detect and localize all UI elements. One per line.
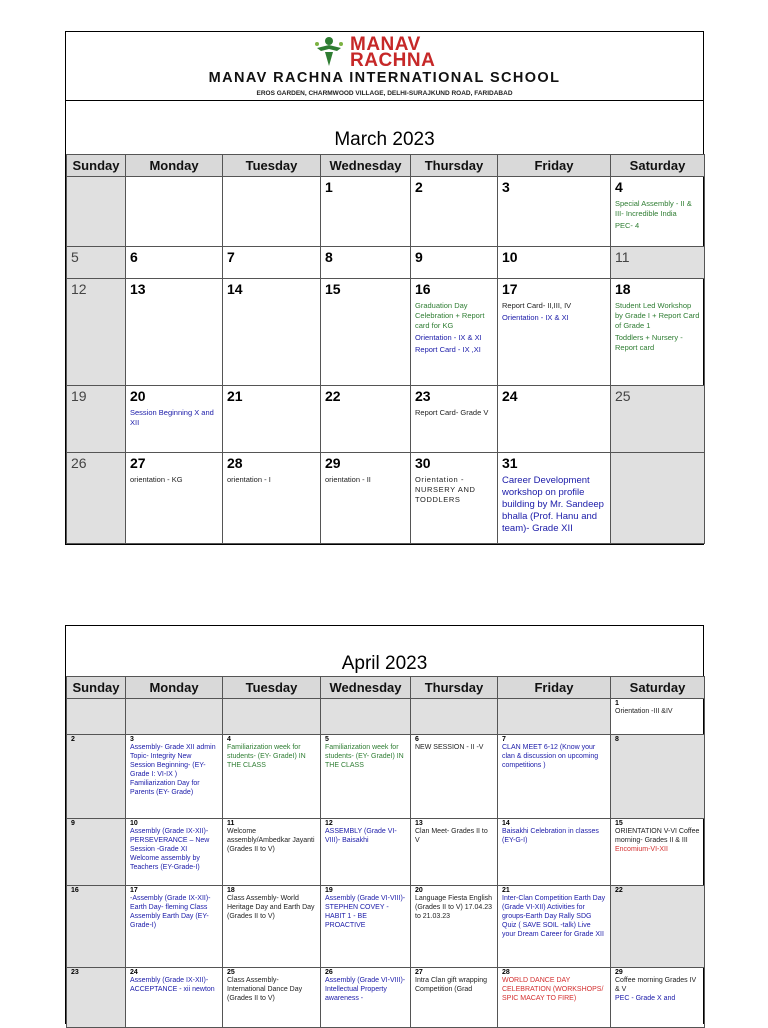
calendar-day-cell [67, 453, 126, 544]
event-text: Assembly (Grade VI-VIII)- Intellectual Property awareness - [325, 977, 406, 1002]
calendar-day-cell [498, 386, 611, 453]
calendar-day-cell [611, 819, 705, 886]
calendar-week-row [67, 453, 705, 544]
weekday-tuesday: Tuesday [223, 677, 321, 699]
event-text: PEC - Grade X and [615, 995, 676, 1002]
calendar-day-cell [126, 735, 223, 819]
day-number: 19 [71, 388, 87, 404]
calendar-day-cell [223, 386, 321, 453]
calendar-day-cell [498, 247, 611, 279]
event-text: Welcome assembly/Ambedkar Jayanti (Grades II to V) [227, 828, 315, 853]
calendar-day-cell [67, 699, 126, 735]
calendar-day-cell [611, 699, 705, 735]
day-number: 20 [130, 388, 146, 404]
weekday-header-row [67, 155, 705, 177]
month-title-march: March 2023 [334, 129, 435, 150]
calendar-day-cell [67, 886, 126, 968]
day-number: 10 [502, 249, 518, 265]
calendar-day-cell [223, 453, 321, 544]
weekday-wednesday: Wednesday [321, 155, 411, 177]
day-number: 27 [130, 455, 146, 471]
calendar-day-cell [67, 819, 126, 886]
header-divider [66, 100, 703, 101]
calendar-day-cell [321, 699, 411, 735]
calendar-day-cell [126, 886, 223, 968]
event-text: Familiarization week for students- (EY- GradeI) IN THE CLASS [227, 744, 306, 769]
calendar-week-row [67, 699, 705, 735]
calendar-day-cell [126, 453, 223, 544]
event-text: Assembly- Grade XII admin Topic- Integrity New Session Beginning- (EY- Grade I: VI-IX ) Familiarization Day for Parents (EY- Grade) [130, 744, 216, 796]
event-text: Baisakhi Celebration in classes (EY-G-I) [502, 828, 599, 844]
month-title-april: April 2023 [341, 653, 428, 674]
weekday-wednesday: Wednesday [321, 677, 411, 699]
calendar-day-cell [67, 386, 126, 453]
day-number: 13 [130, 281, 146, 297]
day-number: 18 [615, 281, 631, 297]
day-number: 4 [227, 736, 231, 743]
day-number: 7 [502, 736, 506, 743]
calendar-day-cell [67, 247, 126, 279]
school-name: MANAV RACHNA INTERNATIONAL SCHOOL [208, 70, 561, 86]
weekday-tuesday: Tuesday [223, 155, 321, 177]
calendar-day-cell [611, 279, 705, 386]
day-number: 14 [502, 820, 510, 827]
day-number: 29 [325, 455, 341, 471]
calendar-day-cell [223, 279, 321, 386]
calendar-day-cell [498, 886, 611, 968]
event-text: Class Assembly- International Dance Day (Grades II to V) [227, 977, 303, 1002]
day-number: 31 [502, 455, 518, 471]
calendar-day-cell [498, 699, 611, 735]
calendar-day-cell [67, 279, 126, 386]
calendar-day-cell [611, 177, 705, 247]
event-text: Assembly (Grade VI-VIII)- STEPHEN COVEY - HABIT 1 - BE PROACTIVE [325, 895, 406, 929]
event-text: Report Card- II,III, IV [502, 301, 572, 310]
event-text: CLAN MEET 6-12 (Know your clan & discussion on upcoming competitions ) [502, 744, 599, 769]
event-text: Report Card- Grade V [415, 408, 489, 417]
day-number: 24 [130, 969, 138, 976]
calendar-day-cell [498, 819, 611, 886]
calendar-week-row [67, 386, 705, 453]
day-number: 6 [415, 736, 419, 743]
calendar-day-cell [223, 247, 321, 279]
calendar-day-cell [223, 968, 321, 1028]
weekday-friday: Friday [498, 677, 611, 699]
calendar-day-cell [611, 735, 705, 819]
calendar-day-cell [498, 453, 611, 544]
day-number: 21 [227, 388, 243, 404]
calendar-day-cell [321, 886, 411, 968]
calendar-day-cell [67, 735, 126, 819]
day-number: 12 [71, 281, 87, 297]
weekday-thursday: Thursday [411, 155, 498, 177]
event-text: Toddlers + Nursery - Report card [615, 333, 683, 352]
event-text: Class Assembly- World Heritage Day and Earth Day (Grades II to V) [227, 895, 315, 920]
calendar-day-cell [411, 699, 498, 735]
event-text: Familiarization week for students- (EY- GradeI) IN THE CLASS [325, 744, 404, 769]
calendar-day-cell [498, 735, 611, 819]
weekday-saturday: Saturday [611, 677, 705, 699]
day-number: 27 [415, 969, 423, 976]
day-number: 22 [615, 887, 623, 894]
calendar-day-cell [498, 177, 611, 247]
calendar-day-cell [67, 968, 126, 1028]
calendar-day-cell [321, 177, 411, 247]
calendar-day-cell [223, 819, 321, 886]
weekday-sunday: Sunday [67, 677, 126, 699]
event-text: Assembly (Grade IX-XII)-ACCEPTANCE - xii newton [130, 977, 215, 993]
event-text: Orientation - IX & XI [502, 313, 569, 322]
day-number: 18 [227, 887, 235, 894]
day-number: 10 [130, 820, 138, 827]
day-number: 26 [71, 455, 87, 471]
weekday-sunday: Sunday [67, 155, 126, 177]
calendar-day-cell [498, 279, 611, 386]
calendar-day-cell [611, 453, 705, 544]
day-number: 11 [615, 249, 630, 265]
calendar-day-cell [223, 735, 321, 819]
calendar-day-cell [411, 279, 498, 386]
day-number: 7 [227, 249, 235, 265]
event-text: Student Led Workshop by Grade I + Report Card of Grade 1 [615, 301, 700, 330]
day-number: 14 [227, 281, 243, 297]
calendar-day-cell [126, 968, 223, 1028]
calendar-day-cell [223, 886, 321, 968]
event-text: Special Assembly - II & III- Incredible India [615, 199, 692, 218]
logo-text-rachna: RACHNA [350, 50, 436, 71]
event-text: Session Beginning X and XII [130, 408, 214, 427]
calendar-day-cell [411, 886, 498, 968]
weekday-monday: Monday [126, 155, 223, 177]
day-number: 6 [130, 249, 138, 265]
school-logo-icon [311, 32, 347, 68]
calendar-day-cell [321, 386, 411, 453]
day-number: 15 [325, 281, 341, 297]
day-number: 9 [415, 249, 423, 265]
calendar-day-cell [321, 735, 411, 819]
day-number: 17 [502, 281, 518, 297]
calendar-day-cell [411, 968, 498, 1028]
april-calendar-grid [66, 676, 705, 1028]
event-text: Language Fiesta English (Grades II to V) 17.04.23 to 21.03.23 [415, 895, 493, 920]
event-text: Assembly (Grade IX-XII)- PERSEVERANCE – New Session -Grade XI Welcome assembly by Teachers (EY-Grade-I) [130, 828, 210, 871]
event-text: ASSEMBLY (Grade VI-VIII)- Baisakhi [325, 828, 397, 844]
event-text: Report Card - IX ,XI [415, 345, 481, 354]
day-number: 17 [130, 887, 138, 894]
day-number: 1 [615, 700, 619, 707]
day-number: 16 [415, 281, 431, 297]
event-text: Career Development workshop on profile building by Mr. Sandeep bhalla (Prof. Hanu and team)- Grade XII [502, 475, 604, 534]
calendar-day-cell [611, 247, 705, 279]
calendar-day-cell [321, 968, 411, 1028]
day-number: 2 [71, 736, 75, 743]
day-number: 4 [615, 179, 623, 195]
event-text: Clan Meet- Grades II to V [415, 828, 488, 844]
day-number: 23 [71, 969, 79, 976]
event-text: orientation - II [325, 475, 371, 484]
day-number: 26 [325, 969, 333, 976]
event-text: Intra Clan gift wrapping Competition (Grad [415, 977, 487, 993]
calendar-day-cell [411, 386, 498, 453]
calendar-day-cell [611, 886, 705, 968]
calendar-day-cell [411, 735, 498, 819]
event-text: Inter-Clan Competition Earth Day (Grade VI-XII) Activities for groups-Earth Day Rally SDG Quiz ( SAVE SOIL -talk) Live your Dream Career for Grade XII [502, 895, 606, 938]
day-number: 2 [415, 179, 423, 195]
day-number: 21 [502, 887, 510, 894]
weekday-header-row [67, 677, 705, 699]
day-number: 22 [325, 388, 341, 404]
calendar-day-cell [611, 386, 705, 453]
day-number: 30 [415, 455, 431, 471]
day-number: 5 [325, 736, 329, 743]
calendar-day-cell [126, 247, 223, 279]
event-text: Orientation -III &IV [615, 708, 673, 715]
day-number: 28 [502, 969, 510, 976]
calendar-day-cell [223, 177, 321, 247]
event-text: Orientation - IX & XI [415, 333, 482, 342]
day-number: 25 [227, 969, 235, 976]
day-number: 8 [615, 736, 619, 743]
day-number: 3 [502, 179, 510, 195]
event-text: ORIENTATION V-VI Coffee morning- Grades II & III [615, 828, 700, 844]
calendar-week-row [67, 886, 705, 968]
event-text: Graduation Day Celebration + Report card for KG [415, 301, 485, 330]
day-number: 19 [325, 887, 333, 894]
calendar-day-cell [126, 386, 223, 453]
event-text: PEC- 4 [615, 221, 640, 230]
calendar-day-cell [321, 279, 411, 386]
day-number: 24 [502, 388, 518, 404]
calendar-day-cell [126, 819, 223, 886]
calendar-day-cell [411, 819, 498, 886]
calendar-day-cell [411, 177, 498, 247]
calendar-week-row [67, 247, 705, 279]
march-calendar-grid [66, 154, 705, 544]
calendar-day-cell [321, 247, 411, 279]
day-number: 1 [325, 179, 333, 195]
event-text: -Assembly (Grade IX-XII)- Earth Day- fleming Class Assembly Earth Day (EY-Grade-I) [130, 895, 211, 929]
calendar-day-cell [126, 279, 223, 386]
march-calendar-sheet [65, 31, 704, 545]
weekday-thursday: Thursday [411, 677, 498, 699]
event-text: Coffee morning Grades IV & V [615, 977, 697, 993]
calendar-week-row [67, 968, 705, 1028]
event-text: orientation - I [227, 475, 271, 484]
day-number: 28 [227, 455, 243, 471]
calendar-day-cell [126, 177, 223, 247]
day-number: 13 [415, 820, 423, 827]
day-number: 16 [71, 887, 79, 894]
weekday-friday: Friday [498, 155, 611, 177]
calendar-week-row [67, 279, 705, 386]
event-text: Orientation - NURSERY AND TODDLERS [415, 475, 476, 504]
calendar-day-cell [321, 453, 411, 544]
event-text: orientation - KG [130, 475, 183, 484]
day-number: 15 [615, 820, 623, 827]
day-number: 3 [130, 736, 134, 743]
calendar-week-row [67, 177, 705, 247]
calendar-day-cell [498, 968, 611, 1028]
calendar-day-cell [67, 177, 126, 247]
day-number: 12 [325, 820, 333, 827]
weekday-monday: Monday [126, 677, 223, 699]
day-number: 29 [615, 969, 623, 976]
event-text: WORLD DANCE DAY CELEBRATION (WORKSHOPS/ SPIC MACAY TO FIRE) [502, 977, 604, 1002]
calendar-day-cell [611, 968, 705, 1028]
april-calendar-sheet [65, 625, 704, 1024]
day-number: 5 [71, 249, 79, 265]
calendar-week-row [67, 735, 705, 819]
calendar-day-cell [321, 819, 411, 886]
day-number: 9 [71, 820, 75, 827]
event-text: NEW SESSION - II -V [415, 744, 484, 751]
calendar-day-cell [223, 699, 321, 735]
day-number: 20 [415, 887, 423, 894]
calendar-week-row [67, 819, 705, 886]
event-text: Encomium-VI-XII [615, 846, 668, 853]
calendar-day-cell [411, 247, 498, 279]
calendar-day-cell [411, 453, 498, 544]
day-number: 25 [615, 388, 631, 404]
weekday-saturday: Saturday [611, 155, 705, 177]
logo-text-manav: MANAV [350, 34, 421, 55]
school-address: EROS GARDEN, CHARMWOOD VILLAGE, DELHI-SURAJKUND ROAD, FARIDABAD [256, 90, 513, 97]
school-header [66, 32, 703, 100]
day-number: 8 [325, 249, 333, 265]
day-number: 23 [415, 388, 431, 404]
day-number: 11 [227, 820, 235, 827]
calendar-day-cell [126, 699, 223, 735]
